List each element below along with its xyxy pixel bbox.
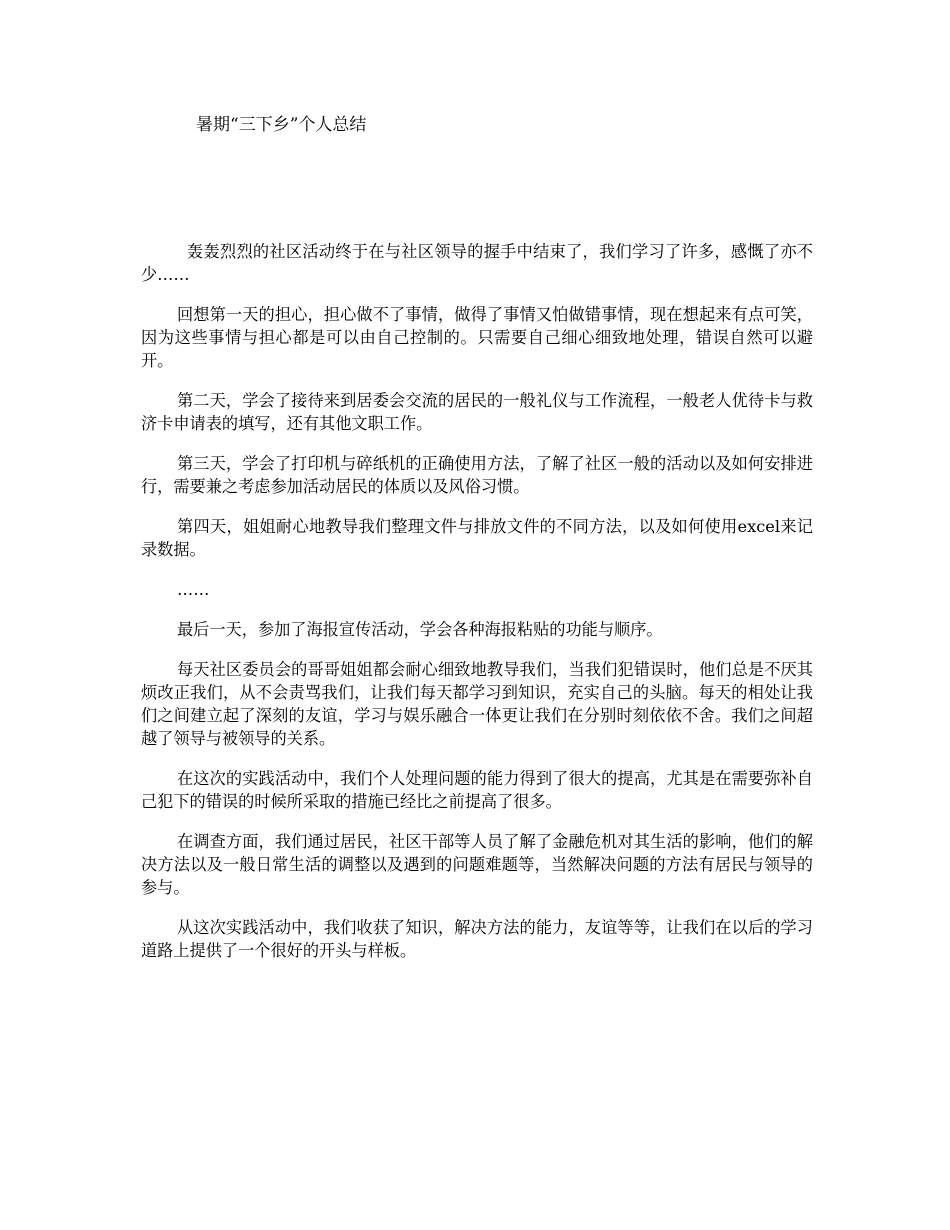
paragraph-5: 第四天，姐姐耐心地教导我们整理文件与排放文件的不同方法，以及如何使用excel来记录数据。 bbox=[141, 517, 813, 559]
paragraph-2: 回想第一天的担心，担心做不了事情，做得了事情又怕做错事情，现在想起来有点可笑，因为这些事情与担心都是可以由自己控制的。只需要自己细心细致地处理，错误自然可以避开。 bbox=[141, 305, 813, 370]
paragraph-7: 最后一天，参加了海报宣传活动，学会各种海报粘贴的功能与顺序。 bbox=[177, 620, 663, 639]
paragraph-11: 从这次实践活动中，我们收获了知识，解决方法的能力，友谊等等，让我们在以后的学习道路上提供了一个很好的开头与样板。 bbox=[141, 918, 813, 960]
paragraph-1: 轰轰烈烈的社区活动终于在与社区领导的握手中结束了，我们学习了许多，感慨了亦不少…… bbox=[141, 242, 813, 284]
document-title: 暑期“三下乡”个人总结 bbox=[196, 115, 367, 135]
paragraph-4: 第三天，学会了打印机与碎纸机的正确使用方法，了解了社区一般的活动以及如何安排进行，需要兼之考虑参加活动居民的体质以及风俗习惯。 bbox=[141, 454, 813, 496]
document-body bbox=[141, 240, 813, 979]
paragraph-10: 在调查方面，我们通过居民，社区干部等人员了解了金融危机对其生活的影响，他们的解决方法以及一般日常生活的调整以及遇到的问题难题等，当然解决问题的方法有居民与领导的参与。 bbox=[141, 832, 813, 897]
paragraph-3: 第二天，学会了接待来到居委会交流的居民的一般礼仪与工作流程，一般老人优待卡与救济卡申请表的填写，还有其他文职工作。 bbox=[141, 391, 813, 433]
paragraph-9: 在这次的实践活动中，我们个人处理问题的能力得到了很大的提高，尤其是在需要弥补自己犯下的错误的时候所采取的措施已经比之前提高了很多。 bbox=[141, 769, 813, 811]
paragraph-ellipsis: …… bbox=[177, 580, 210, 599]
paragraph-8: 每天社区委员会的哥哥姐姐都会耐心细致地教导我们，当我们犯错误时，他们总是不厌其烦改正我们，从不会责骂我们，让我们每天都学习到知识，充实自己的头脑。每天的相处让我们之间建立起了深刻的友谊，学习与娱乐融合一体更让我们在分别时刻依依不舍。我们之间超越了领导与被领导的关系。 bbox=[141, 660, 813, 748]
